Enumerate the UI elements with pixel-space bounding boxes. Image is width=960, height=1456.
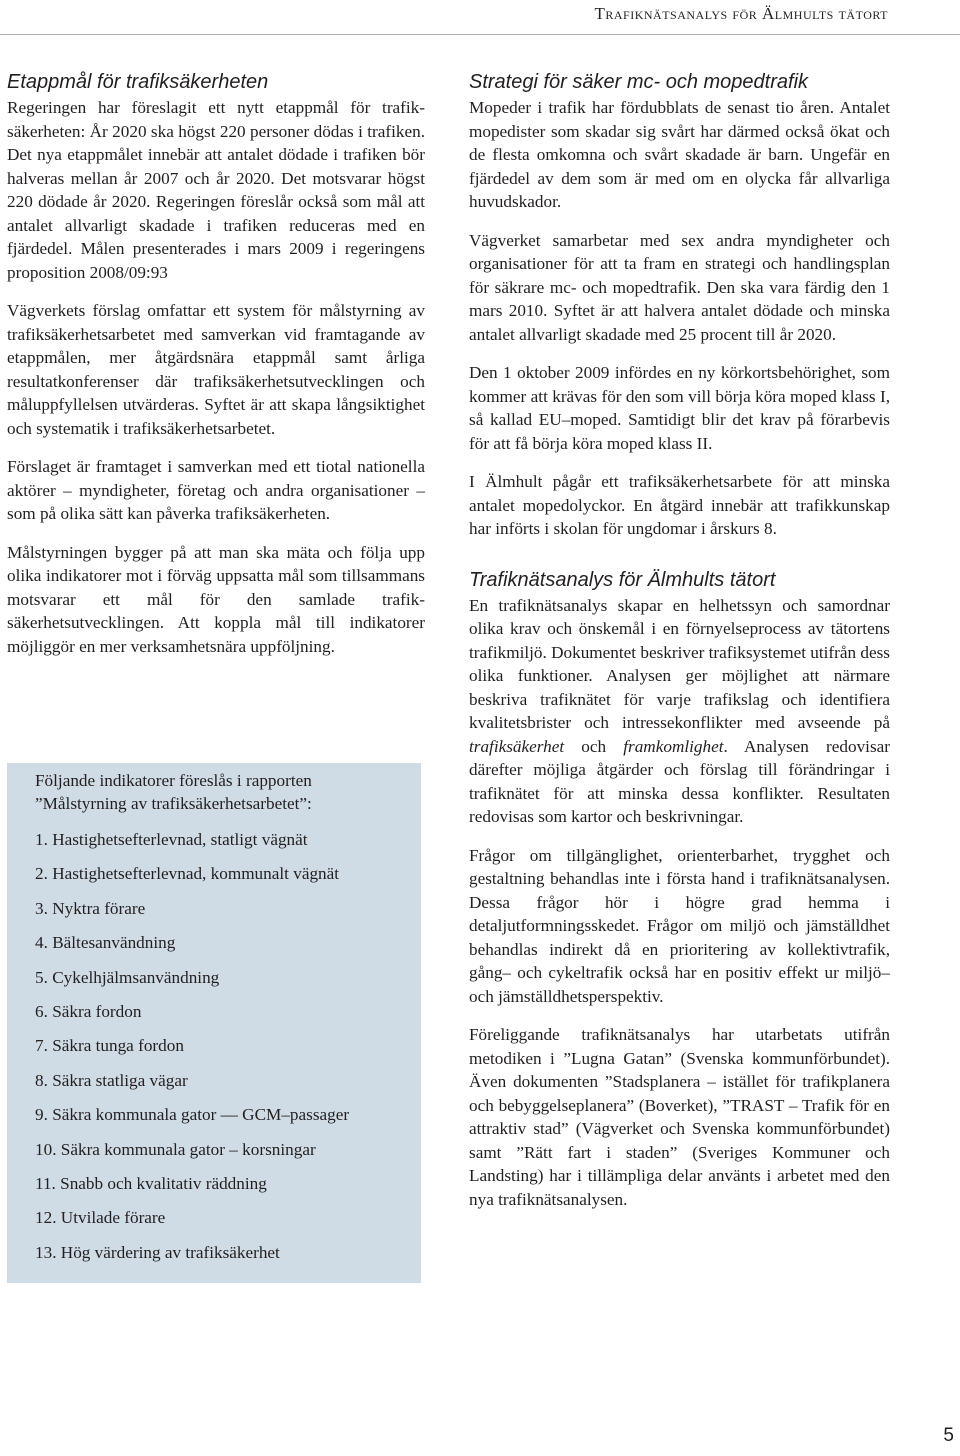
indicator-item: 4. Bältesanvändning bbox=[35, 933, 176, 953]
left-column bbox=[7, 68, 425, 673]
text-run: . Analysen redovisar därefter möjliga åtgärder och förslag till förändringar i trafiknätet för att minska dessa konflikter. Resultaten redovisas som kartor och beskrivningar. bbox=[469, 736, 890, 826]
paragraph: Mopeder i trafik har fördubblats de senast tio åren. Antalet mopedister som skadar sig svårt har därmed också ökat och de flesta omkomna och svårt skadade är barn. Ungefär en fjärdedel av dem som är med om en olycka får allvarliga huvudskador. bbox=[469, 98, 890, 211]
header-rule bbox=[0, 34, 960, 35]
paragraph: I Älmhult pågår ett trafiksäkerhetsarbete för att minska antalet mopedolyckor. En åtgärd innebär att trafikkunskap har införts i skolan för ungdomar i årskurs 8. bbox=[469, 472, 890, 538]
indicator-item: 7. Säkra tunga fordon bbox=[35, 1036, 184, 1056]
indicator-item: 6. Säkra fordon bbox=[35, 1001, 142, 1021]
right-column bbox=[469, 68, 890, 1226]
paragraph: Regeringen har föreslagit ett nytt etappmål för trafiksäkerheten: År 2020 ska högst 220 personer dödas i trafiken. Det nya etappmålet innebär att antalet dödade i trafiken bör halveras mellan år 2007 och år 2020. Det motsvarar högst 220 dödade år 2020. Regeringen föreslår också som mål att antalet allvarligt skadade i trafiken reduceras med en fjärdedel. Målen presenterades i mars 2009 i regeringens proposition 2008/09:93 bbox=[7, 98, 425, 282]
indicator-list bbox=[35, 829, 421, 1276]
paragraph: Vägverket samarbetar med sex andra myndigheter och organisationer för att ta fram en strategi och handlingsplan för säkrare mc- och mopedtrafik. Den ska vara färdig den 1 mars 2010. Syftet är att halvera antalet dödade och minska antalet allvarligt skadade med 25 procent till år 2020. bbox=[469, 230, 890, 344]
text-run: En trafiknätsanalys skapar en helhetssyn och samordnar olika krav och önskemål i en förnyelseprocess av tätortens trafikmiljö. Dokumentet beskriver trafiksystemet utifrån dess olika funktioner. Analysen ger möjlighet att närmare beskriva trafiknätet för varje trafikslag och identifiera kvalitetsbrister och intressekonflikter med avseende på bbox=[469, 595, 890, 732]
indicator-item: 1. Hastighetsefterlevnad, statligt vägnät bbox=[35, 830, 308, 849]
heading-etappmal: Etappmål för trafiksäkerheten bbox=[7, 71, 269, 93]
indicator-item: 12. Utvilade förare bbox=[35, 1208, 166, 1228]
indicator-item: 8. Säkra statliga vägar bbox=[35, 1070, 188, 1090]
paragraph: Målstyrningen bygger på att man ska mäta och följa upp olika indikatorer mot i förväg uppsatta mål som tillsammans motsvarar ett mål för den samlade trafiksäkerhetsutvecklingen. Att koppla mål till indikatorer möjliggör en mer verksamhetsnära uppföljning. bbox=[7, 542, 425, 656]
indicator-box bbox=[7, 763, 421, 1283]
text-run: och bbox=[564, 736, 624, 756]
paragraph bbox=[469, 594, 890, 829]
paragraph: Den 1 oktober 2009 infördes en ny körkortsbehörighet, som kommer att krävas för den som vill börja köra moped klass I, så kallad EU–moped. Samtidigt blir det krav på förarbevis för att få börja köra moped klass II. bbox=[469, 363, 890, 453]
paragraph: Frågor om tillgänglighet, orienterbarhet, trygghet och gestaltning behandlas inte i första hand i trafiknätsanalysen. Dessa frågor hör i högre grad hemma i detaljutformningsskedet. Frågor om miljö och jämställdhet behandlas indirekt då en prioritering av kollektivtrafik, gång– och cykeltrafik också har en positiv effekt ur miljö– och jämställdhetsperspektiv. bbox=[469, 845, 890, 1006]
paragraph: Föreliggande trafiknätsanalys har utarbetats utifrån metodiken i ”Lugna Gatan” (Svenska kommunförbundet). Även dokumenten ”Stadsplanera – istället för trafikplanera och bebyggelseplanera” (Boverket), ”TRAST – Trafik för en attraktiv stad” (Vägverket och Svenska kommunförbundet) samt ”Rätt fart i staden” (Sveriges Kommuner och Landsting) har i tillämpliga delar använts i arbetet med den nya trafiknätsanalysen. bbox=[469, 1025, 890, 1209]
indicator-item: 5. Cykelhjälmsanvändning bbox=[35, 967, 220, 987]
indicator-item: 13. Hög värdering av trafiksäkerhet bbox=[35, 1242, 280, 1262]
indicator-item: 9. Säkra kommunala gator — GCM–passager bbox=[35, 1105, 350, 1125]
emphasis-trafiksakerhet: trafiksäkerhet bbox=[469, 736, 565, 756]
emphasis-framkomlighet: framkomlighet bbox=[623, 736, 724, 756]
heading-mc-moped: Strategi för säker mc- och mopedtrafik bbox=[469, 71, 809, 93]
heading-trafiknatsanalys: Trafiknätsanalys för Älmhults tätort bbox=[469, 568, 776, 591]
paragraph: Förslaget är framtaget i samverkan med ett tiotal nationella aktörer – myndigheter, företag och andra organisationer – som på olika sätt kan påverka trafiksäkerheten. bbox=[7, 457, 425, 523]
page-number: 5 bbox=[943, 1425, 954, 1446]
indicator-item: 2. Hastighetsefterlevnad, kommunalt vägnät bbox=[35, 864, 340, 884]
paragraph: Vägverkets förslag omfattar ett system för målstyrning av trafiksäkerhetsarbetet med samverkan vid framtagande av etappmålen, mer åtgärdsnära etappmål samt årliga resultatkonferenser där trafiksäkerhetsutvecklingen och måluppfyllelsen utvärderas. Syftet är att skapa långsiktighet och systematik i trafiksäkerhetsarbetet. bbox=[7, 301, 425, 438]
indicator-intro-line: Följande indikatorer föreslås i rapporten bbox=[35, 771, 312, 790]
indicator-intro-line: ”Målstyrning av trafiksäkerhetsarbetet”: bbox=[35, 794, 312, 813]
indicator-intro bbox=[35, 769, 421, 815]
indicator-item: 11. Snabb och kvalitativ räddning bbox=[35, 1173, 267, 1193]
indicator-item: 10. Säkra kommunala gator – korsningar bbox=[35, 1139, 316, 1159]
indicator-item: 3. Nyktra förare bbox=[35, 898, 146, 918]
running-header: Trafiknätsanalys för Älmhults tätort bbox=[594, 4, 888, 23]
